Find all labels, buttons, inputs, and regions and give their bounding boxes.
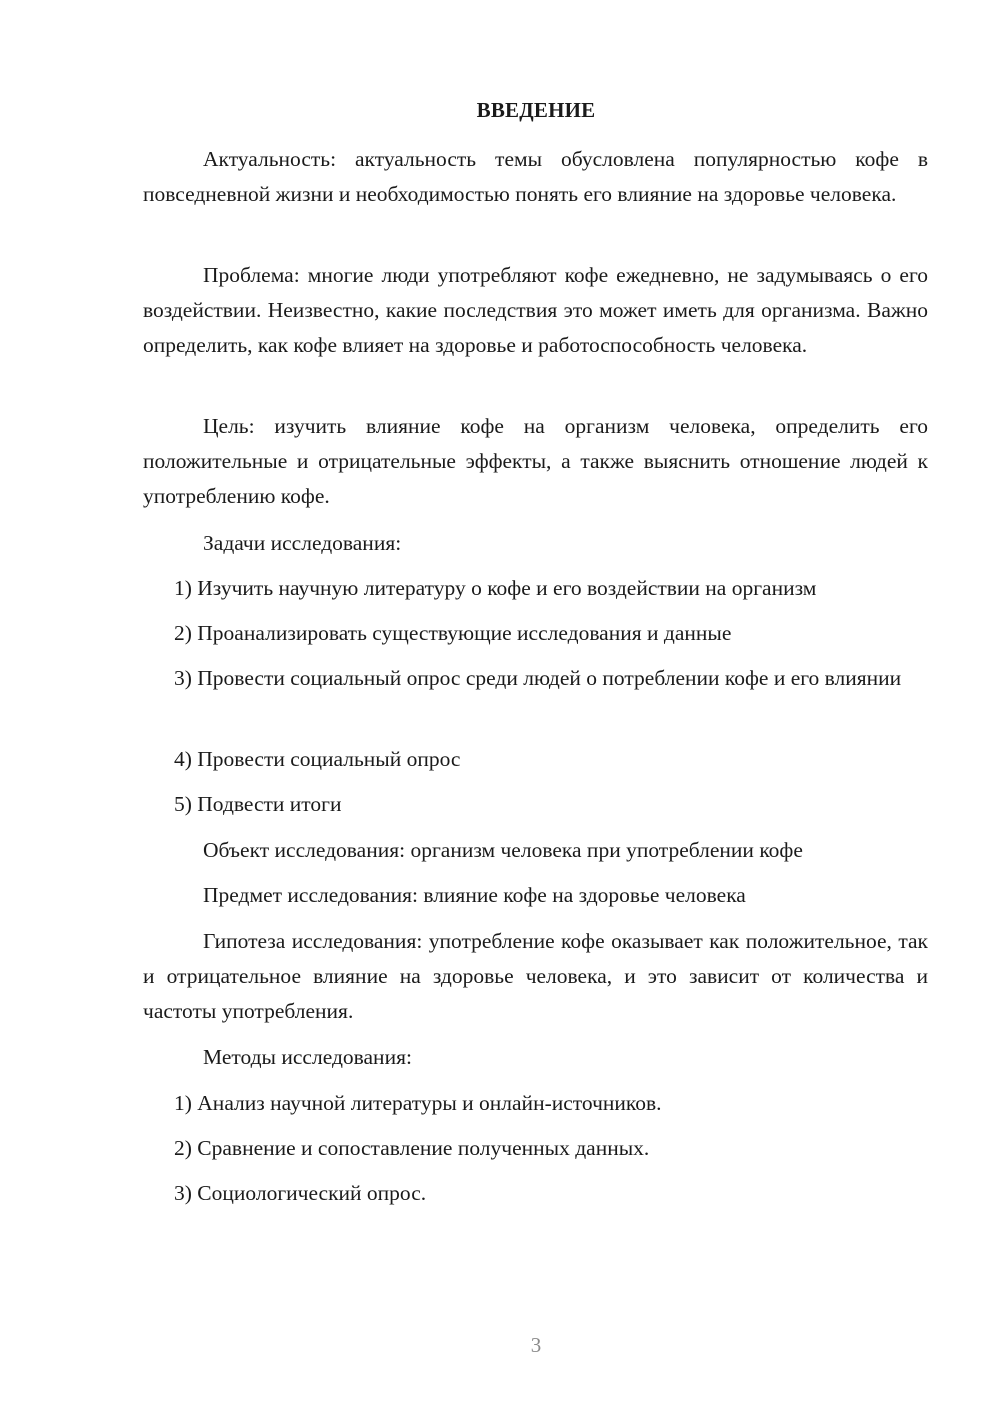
methods-heading: Методы исследования:: [203, 1045, 412, 1069]
task-item-3: 3) Провести социальный опрос среди людей о потреблении кофе и его влиянии: [174, 666, 902, 690]
task-item-2: 2) Проанализировать существующие исследования и данные: [174, 621, 732, 645]
object-paragraph: Объект исследования: организм человека при употреблении кофе: [203, 838, 803, 862]
tasks-heading: Задачи исследования:: [203, 531, 402, 555]
task-item-1: 1) Изучить научную литературу о кофе и его воздействии на организм: [174, 576, 817, 600]
method-item-1: 1) Анализ научной литературы и онлайн-источников.: [174, 1091, 662, 1115]
relevance-paragraph: Актуальность: актуальность темы обусловлена популярностью кофе в повседневной жизни и необходимостью понять его влияние на здоровье человека.: [143, 147, 928, 206]
task-item-4: 4) Провести социальный опрос: [174, 747, 461, 771]
goal-paragraph: Цель: изучить влияние кофе на организм человека, определить его положительные и отрицательные эффекты, а также выяснить отношение людей к употреблению кофе.: [143, 414, 928, 508]
subject-paragraph: Предмет исследования: влияние кофе на здоровье человека: [203, 883, 746, 907]
hypothesis-paragraph: Гипотеза исследования: употребление кофе оказывает как положительное, так и отрицательное влияние на здоровье человека, и это зависит от количества и частоты употребления.: [143, 929, 928, 1023]
method-item-2: 2) Сравнение и сопоставление полученных данных.: [174, 1136, 650, 1160]
method-item-3: 3) Социологический опрос.: [174, 1181, 427, 1205]
page-number: 3: [530, 1333, 542, 1357]
section-title: ВВЕДЕНИЕ: [476, 98, 596, 122]
task-item-5: 5) Подвести итоги: [174, 792, 342, 816]
problem-paragraph: Проблема: многие люди употребляют кофе ежедневно, не задумываясь о его воздействии. Неизвестно, какие последствия это может иметь для организма. Важно определить, как кофе влияет на здоровье и работоспособность человека.: [143, 263, 928, 357]
